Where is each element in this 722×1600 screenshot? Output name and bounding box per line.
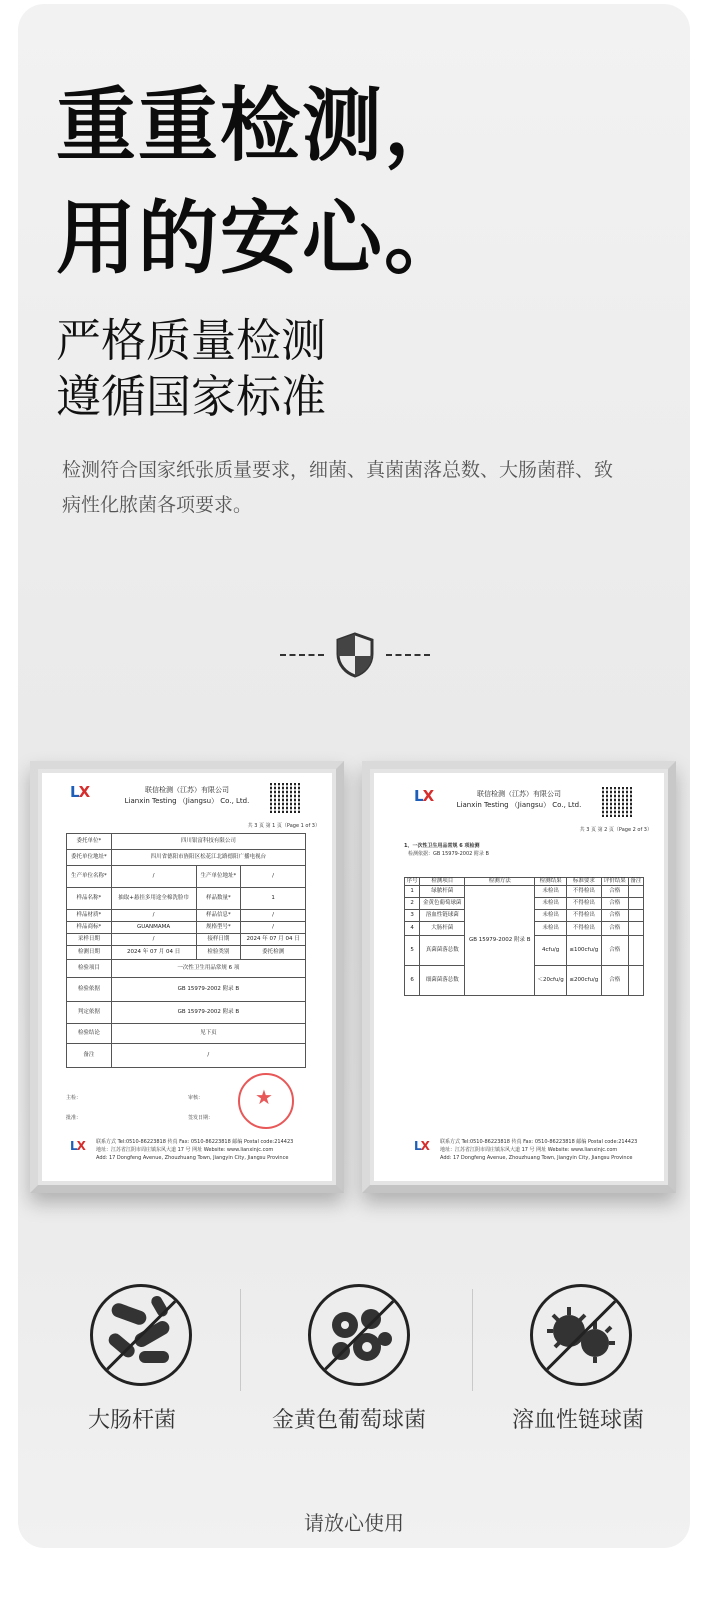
subhead-line-2: 遵循国家标准	[56, 370, 327, 423]
table-cell: 判定依据	[67, 1002, 112, 1024]
table-cell: /	[111, 910, 196, 922]
dashed-line-right	[386, 654, 430, 656]
page-number: 共 3 页 第 2 页（Page 2 of 3）	[579, 827, 652, 833]
method-cell: GB 15979-2002 附录 B	[465, 886, 535, 996]
description: 检测符合国家纸张质量要求，细菌、真菌菌落总数、大肠菌群、致病性化脓菌各项要求。	[62, 459, 614, 516]
table-cell: 样品商标*	[67, 922, 112, 934]
table-cell: 样品数量*	[196, 888, 241, 910]
table-row	[67, 866, 306, 888]
table-cell: 1	[405, 886, 420, 898]
lianxin-footer-logo: LX	[70, 1139, 85, 1153]
table-row	[67, 1044, 306, 1068]
report-contact: 联系方式 Tel:0510-86223818 传真 Fax: 0510-86223818 邮编 Postal code:214423	[96, 1139, 294, 1145]
shield-icon	[335, 632, 375, 678]
company-cn: 联信检测（江苏）有限公司	[477, 790, 561, 798]
table-cell: GB 15979-2002 附录 B	[111, 978, 305, 1002]
table-row	[67, 946, 306, 960]
table-row	[67, 888, 306, 910]
table-cell: 未检出	[535, 922, 567, 936]
table-cell	[628, 922, 643, 936]
table-cell: 样品材质*	[67, 910, 112, 922]
table-row	[67, 960, 306, 978]
table-cell: /	[241, 910, 306, 922]
table-row	[67, 834, 306, 850]
table-header-cell: 标准要求	[567, 878, 602, 886]
table-cell: GUANMAMA	[111, 922, 196, 934]
rod-bacteria-icon	[90, 1284, 192, 1386]
table-row	[67, 1024, 306, 1044]
report-paper	[374, 773, 664, 1181]
table-cell: 3	[405, 910, 420, 922]
qr-code-icon	[602, 787, 632, 817]
table-cell: 检验类别	[196, 946, 241, 960]
table-cell: GB 15979-2002 附录 B	[111, 1002, 305, 1024]
table-cell: 检测日期	[67, 946, 112, 960]
issue-date-label: 签发日期：	[188, 1115, 214, 1121]
column-divider	[472, 1289, 473, 1391]
table-cell: 一次性卫生用品常规 6 项	[111, 960, 305, 978]
table-cell: 2	[405, 898, 420, 910]
table-row	[67, 910, 306, 922]
table-cell: 检验结论	[67, 1024, 112, 1044]
company-en: Lianxin Testing （Jiangsu） Co., Ltd.	[124, 797, 250, 805]
dashed-line-left	[280, 654, 324, 656]
test-report-page-2	[362, 761, 676, 1193]
headline-line-2: 用的安心。	[56, 192, 466, 285]
table-cell	[628, 886, 643, 898]
inspector-label: 主检：	[66, 1095, 82, 1101]
table-cell: /	[111, 1044, 305, 1068]
table-cell: 合格	[601, 886, 628, 898]
table-header-cell: 评价结果	[601, 878, 628, 886]
table-cell: 合格	[601, 936, 628, 966]
table-cell: 合格	[601, 922, 628, 936]
test-results-table	[404, 877, 644, 996]
reviewer-label: 审核：	[188, 1095, 204, 1101]
table-cell: 合格	[601, 898, 628, 910]
table-cell: 样品名称*	[67, 888, 112, 910]
lianxin-footer-logo: LX	[414, 1139, 429, 1153]
table-cell	[628, 966, 643, 996]
table-cell: 未检出	[535, 910, 567, 922]
table-row	[67, 922, 306, 934]
page-number: 共 3 页 第 1 页（Page 1 of 3）	[247, 823, 320, 829]
bacteria-label-2: 金黄色葡萄球菌	[272, 1408, 427, 1433]
table-cell: 生产单位地址*	[196, 866, 241, 888]
table-cell: 样品信息*	[196, 910, 241, 922]
table-cell: 生产单位名称*	[67, 866, 112, 888]
table-row	[67, 850, 306, 866]
table-cell: 绿脓杆菌	[420, 886, 465, 898]
approver-label: 批准：	[66, 1115, 82, 1121]
report-address-cn: 地址：江苏省江阴市周庄镇东风大道 17 号 网址 Website: www.lianxinjc.com	[440, 1147, 618, 1153]
table-cell: 接样日期	[196, 934, 241, 946]
table-cell: /	[111, 866, 196, 888]
table-cell: 规格型号*	[196, 922, 241, 934]
table-row	[67, 934, 306, 946]
table-cell: 四川银富科技有限公司	[111, 834, 305, 850]
table-row	[405, 886, 644, 898]
report-paper	[42, 773, 332, 1181]
table-cell: ＜20cfu/g	[535, 966, 567, 996]
table-cell	[628, 910, 643, 922]
table-cell: 6	[405, 966, 420, 996]
subhead-line-1: 严格质量检测	[56, 314, 327, 367]
virus-bacteria-icon	[530, 1284, 632, 1386]
lianxin-logo: LX	[414, 787, 434, 805]
table-cell	[628, 936, 643, 966]
company-en: Lianxin Testing （Jiangsu） Co., Ltd.	[456, 801, 582, 809]
section-title: 1、一次性卫生用品常规 6 项检测	[404, 843, 480, 849]
table-cell: 溶血性链球菌	[420, 910, 465, 922]
table-cell: 合格	[601, 966, 628, 996]
table-cell: 委托单位地址*	[67, 850, 112, 866]
table-cell: 备注	[67, 1044, 112, 1068]
table-cell: 4cfu/g	[535, 936, 567, 966]
report-address-en: Add: 17 Dongfeng Avenue, Zhouzhuang Town, Jiangyin City, Jiangsu Province	[96, 1155, 289, 1161]
table-cell: 委托检测	[241, 946, 306, 960]
table-header-row	[405, 878, 644, 886]
table-cell: /	[111, 934, 196, 946]
table-row	[67, 1002, 306, 1024]
table-cell: 抽取+悬挂多用途全棉洗脸巾	[111, 888, 196, 910]
report-address-en: Add: 17 Dongfeng Avenue, Zhouzhuang Town, Jiangyin City, Jiangsu Province	[440, 1155, 633, 1161]
test-report-page-1	[30, 761, 344, 1193]
table-header-cell: 检测项目	[420, 878, 465, 886]
qr-code-icon	[270, 783, 300, 813]
table-cell: /	[241, 922, 306, 934]
table-header-cell: 序号	[405, 878, 420, 886]
table-cell: 1	[241, 888, 306, 910]
company-cn: 联信检测（江苏）有限公司	[145, 786, 229, 794]
coccus-bacteria-icon	[308, 1284, 410, 1386]
table-cell: 大肠杆菌	[420, 922, 465, 936]
product-detail-card	[18, 4, 690, 1548]
table-cell: 采样日期	[67, 934, 112, 946]
table-cell: 4	[405, 922, 420, 936]
table-cell: 不得检出	[567, 886, 602, 898]
table-cell: 检验项目	[67, 960, 112, 978]
headline-line-1: 重重检测，	[56, 79, 466, 172]
table-cell: 不得检出	[567, 910, 602, 922]
table-header-cell: 检测方法	[465, 878, 535, 886]
bacteria-label-3: 溶血性链球菌	[512, 1408, 645, 1433]
table-cell: 见下页	[111, 1024, 305, 1044]
table-cell: 真菌菌落总数	[420, 936, 465, 966]
table-cell: 细菌菌落总数	[420, 966, 465, 996]
table-cell: 不得检出	[567, 898, 602, 910]
table-header-cell: 检测结果	[535, 878, 567, 886]
table-cell: 未检出	[535, 898, 567, 910]
shield-divider	[280, 632, 430, 678]
footer-tagline: 请放心使用	[304, 1511, 404, 1535]
table-cell: 四川省德阳市旌阳区松花江北路德阳广播电视台	[111, 850, 305, 866]
table-header-cell: 备注	[628, 878, 643, 886]
table-cell: 委托单位*	[67, 834, 112, 850]
section-basis: 检测依据：GB 15979-2002 附录 B	[408, 851, 489, 857]
lianxin-logo: LX	[70, 783, 90, 801]
table-cell: 2024 年 07 月 04 日	[241, 934, 306, 946]
official-seal-icon	[238, 1073, 294, 1129]
report-address-cn: 地址：江苏省江阴市周庄镇东风大道 17 号 网址 Website: www.lianxinjc.com	[96, 1147, 274, 1153]
report-info-table	[66, 833, 306, 1068]
column-divider	[240, 1289, 241, 1391]
table-cell: /	[241, 866, 306, 888]
bacteria-label-1: 大肠杆菌	[88, 1408, 177, 1433]
table-cell: 2024 年 07 月 04 日	[111, 946, 196, 960]
table-cell	[628, 898, 643, 910]
report-contact: 联系方式 Tel:0510-86223818 传真 Fax: 0510-86223818 邮编 Postal code:214423	[440, 1139, 638, 1145]
table-cell: ≤100cfu/g	[567, 936, 602, 966]
table-cell: 未检出	[535, 886, 567, 898]
table-row	[67, 978, 306, 1002]
table-cell: 5	[405, 936, 420, 966]
table-cell: 金黄色葡萄球菌	[420, 898, 465, 910]
table-cell: 检验依据	[67, 978, 112, 1002]
table-cell: 合格	[601, 910, 628, 922]
table-cell: ≤200cfu/g	[567, 966, 602, 996]
table-cell: 不得检出	[567, 922, 602, 936]
